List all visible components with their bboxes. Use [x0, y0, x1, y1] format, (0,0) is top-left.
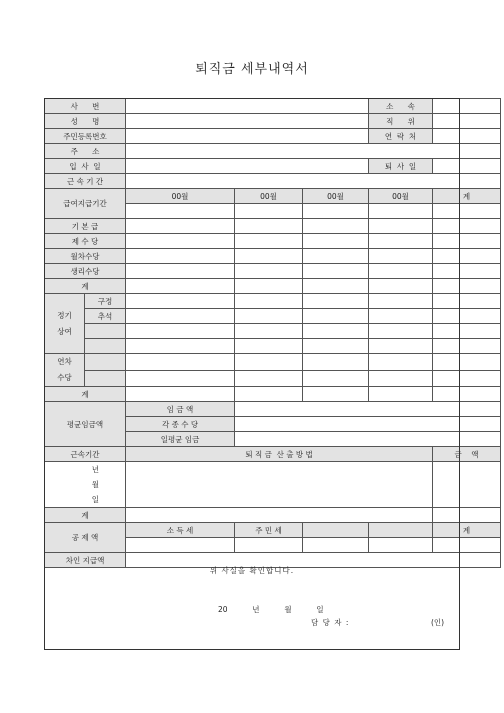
cell [85, 324, 126, 339]
cell[interactable] [235, 354, 303, 371]
cell[interactable] [126, 508, 433, 523]
label-calc-service-period: 근속기간 [45, 447, 126, 462]
cell[interactable] [235, 339, 303, 354]
cell[interactable] [369, 339, 433, 354]
field-daily-average[interactable] [235, 432, 501, 447]
cell[interactable] [433, 219, 501, 234]
label-calc-method: 퇴 직 금 산 출 방 법 [126, 447, 433, 462]
cell[interactable] [433, 294, 501, 309]
label-menstrual: 생리수당 [45, 264, 126, 279]
cell[interactable] [303, 309, 369, 324]
cell[interactable] [369, 204, 433, 219]
cell[interactable] [369, 324, 433, 339]
label-net-pay: 차인 지급액 [45, 553, 126, 568]
cell[interactable] [433, 204, 501, 219]
label-employee-no: 사 번 [45, 99, 126, 114]
label-service-period: 근 속 기 간 [45, 174, 126, 189]
field-employee-no[interactable] [126, 99, 369, 114]
label-regular-bonus: 정기 상여 [45, 294, 85, 354]
label-position: 직 위 [369, 114, 433, 129]
cell[interactable] [235, 249, 303, 264]
cell[interactable] [126, 264, 235, 279]
label-deduction: 공 제 액 [45, 523, 126, 553]
cell[interactable] [126, 324, 235, 339]
label-address: 주 소 [45, 144, 126, 159]
cell [85, 354, 126, 371]
cell[interactable] [303, 249, 369, 264]
cell[interactable] [433, 249, 501, 264]
cell[interactable] [126, 234, 235, 249]
label-department: 소 속 [369, 99, 433, 114]
field-join-date[interactable] [126, 159, 369, 174]
field-address[interactable] [126, 144, 501, 159]
label-monthly-leave: 월차수당 [45, 249, 126, 264]
cell[interactable] [433, 339, 501, 354]
calc-day: 일 [91, 495, 100, 504]
field-contact[interactable] [433, 129, 501, 144]
label-name: 성 명 [45, 114, 126, 129]
cell[interactable] [235, 370, 303, 387]
label-resident-no: 주민등록번호 [45, 129, 126, 144]
field-calc-amount[interactable] [433, 462, 501, 508]
label-wage-amount: 임 금 액 [126, 402, 235, 417]
cell[interactable] [303, 204, 369, 219]
field-leave-date[interactable] [433, 159, 501, 174]
field-resident-no[interactable] [126, 129, 369, 144]
cell[interactable] [235, 387, 303, 402]
cell[interactable] [369, 264, 433, 279]
cell[interactable] [303, 538, 369, 553]
cell[interactable] [303, 234, 369, 249]
cell[interactable] [126, 204, 235, 219]
cell[interactable] [369, 387, 433, 402]
label-annual-leave: 연차 수당 [45, 354, 85, 387]
calc-period-cell[interactable] [45, 462, 126, 508]
label-calc-amount: 금 액 [433, 447, 501, 462]
cell[interactable] [303, 279, 369, 294]
label-resident-tax: 주 민 세 [235, 523, 303, 538]
cell[interactable] [303, 264, 369, 279]
cell[interactable] [126, 538, 235, 553]
calc-year: 년 [91, 465, 100, 474]
cell[interactable] [433, 309, 501, 324]
cell[interactable] [235, 234, 303, 249]
cell[interactable] [126, 354, 235, 371]
label-pay-period: 급여지급기간 [45, 189, 126, 219]
cell[interactable] [235, 204, 303, 219]
cell[interactable] [369, 354, 433, 371]
cell[interactable] [369, 370, 433, 387]
label-leave-date: 퇴 사 일 [369, 159, 433, 174]
cell[interactable] [235, 279, 303, 294]
cell[interactable] [235, 324, 303, 339]
label-bonus-chuseok: 추석 [85, 309, 126, 324]
cell[interactable] [126, 339, 235, 354]
cell[interactable] [369, 538, 433, 553]
total-header: 계 [433, 189, 501, 204]
severance-form [44, 98, 501, 568]
label-allowance: 제 수 당 [45, 234, 126, 249]
cell[interactable] [369, 294, 433, 309]
field-department[interactable] [433, 99, 501, 114]
field-name[interactable] [126, 114, 369, 129]
cell[interactable] [369, 309, 433, 324]
cell[interactable] [303, 219, 369, 234]
label-join-date: 입 사 일 [45, 159, 126, 174]
cell[interactable] [369, 219, 433, 234]
cell[interactable] [126, 219, 235, 234]
cell[interactable] [126, 370, 235, 387]
cell[interactable] [126, 249, 235, 264]
month-header-2: 00월 [235, 189, 303, 204]
cell[interactable] [235, 309, 303, 324]
cell[interactable] [433, 279, 501, 294]
month-header-1: 00월 [126, 189, 235, 204]
cell[interactable] [303, 354, 369, 371]
field-wage-amount[interactable] [235, 402, 501, 417]
cell[interactable] [303, 324, 369, 339]
cell[interactable] [433, 387, 501, 402]
cell[interactable] [235, 294, 303, 309]
label-base-pay: 기 본 급 [45, 219, 126, 234]
cell[interactable] [433, 324, 501, 339]
cell[interactable] [126, 387, 235, 402]
label-average-wage: 평균임금액 [45, 402, 126, 447]
cell[interactable] [433, 354, 501, 371]
cell [85, 370, 126, 387]
label-various-allowances: 각 종 수 당 [126, 417, 235, 432]
manager-label: 담 당 자 : [311, 618, 350, 627]
cell[interactable] [235, 219, 303, 234]
cell [303, 523, 369, 538]
cell [85, 339, 126, 354]
month-header-3: 00월 [303, 189, 369, 204]
confirm-text: 위 사실을 확인합니다. [209, 566, 295, 575]
label-calc-total: 계 [45, 508, 126, 523]
label-contact: 연 락 처 [369, 129, 433, 144]
document-title: 퇴직금 세부내역서 [195, 62, 309, 77]
field-various-allowances[interactable] [235, 417, 501, 432]
cell[interactable] [433, 370, 501, 387]
cell[interactable] [303, 294, 369, 309]
cell[interactable] [433, 264, 501, 279]
cell[interactable] [369, 234, 433, 249]
cell[interactable] [126, 294, 235, 309]
cell[interactable] [303, 387, 369, 402]
calc-month: 월 [91, 480, 100, 489]
sign-date: 20 년 월 일 [218, 605, 324, 614]
cell[interactable] [303, 339, 369, 354]
cell[interactable] [126, 279, 235, 294]
label-daily-average: 일평균 임금 [126, 432, 235, 447]
cell[interactable] [235, 264, 303, 279]
cell[interactable] [433, 234, 501, 249]
field-calc-method[interactable] [126, 462, 433, 508]
cell[interactable] [433, 538, 501, 553]
label-income-tax: 소 득 세 [126, 523, 235, 538]
cell[interactable] [433, 508, 501, 523]
cell[interactable] [303, 370, 369, 387]
label-subtotal: 계 [45, 279, 126, 294]
cell[interactable] [235, 538, 303, 553]
field-service-period[interactable] [126, 174, 501, 189]
month-header-4: 00월 [369, 189, 433, 204]
cell [369, 523, 433, 538]
label-deduction-total: 계 [433, 523, 501, 538]
label-pay-total: 계 [45, 387, 126, 402]
cell[interactable] [126, 309, 235, 324]
seal-mark: (인) [431, 618, 445, 627]
cell[interactable] [369, 249, 433, 264]
field-position[interactable] [433, 114, 501, 129]
label-bonus-new-year: 구정 [85, 294, 126, 309]
cell[interactable] [369, 279, 433, 294]
